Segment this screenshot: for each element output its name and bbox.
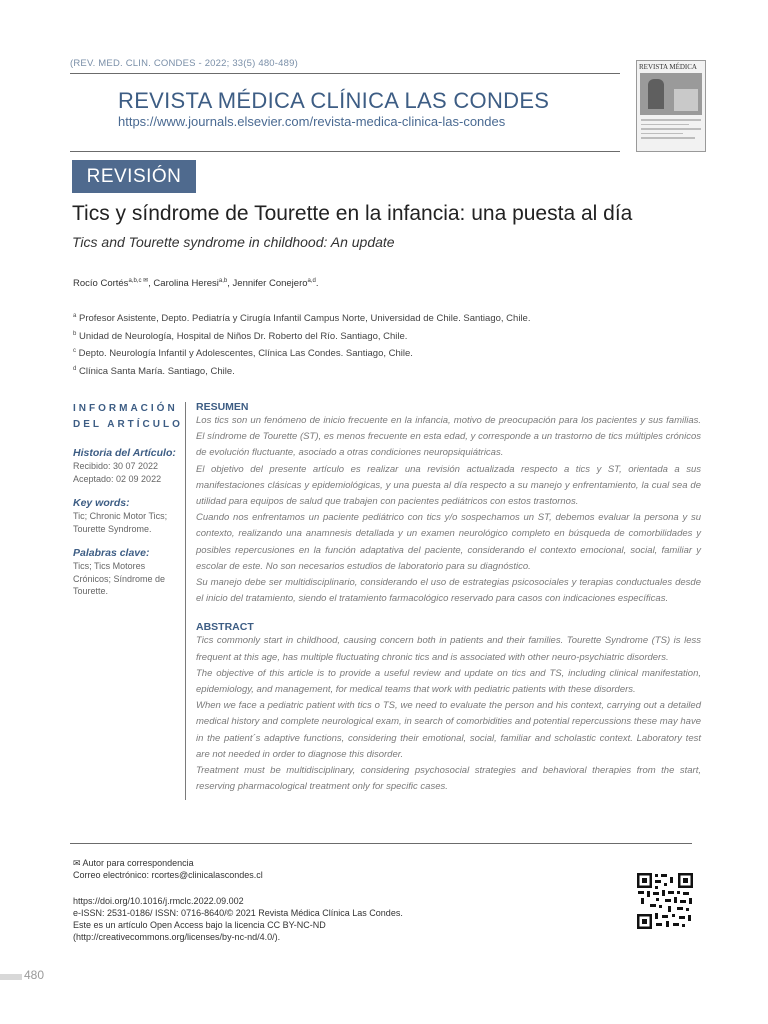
license-text: Este es un artículo Open Access bajo la licencia CC BY-NC-ND	[73, 920, 326, 930]
abstract-paragraph: Tics commonly start in childhood, causing concern both in patients and their families. Tourette Syndrome (TS) is less frequent at this age, has multiple fluctuating chronic tics and is associated with other neuro-psychiatric disorders.	[196, 635, 701, 663]
column-divider	[185, 402, 186, 800]
page-number: 480	[24, 968, 45, 982]
resumen-paragraph: Los tics son un fenómeno de inicio frecuente en la infancia, motivo de preocupación para los pacientes y sus familias. El síndrome de Tourette (ST), es menos frecuente en esta edad, y corresponde a un trastorno de tics múltiples crónicos de evolución fluctuante, asociado a otras condiciones neuropsiquiátricas.	[196, 415, 701, 459]
cover-photo	[640, 73, 702, 115]
correspondence-block	[73, 857, 263, 881]
resumen-paragraph: Cuando nos enfrentamos un paciente pediátrico con tics y/o sospechamos un ST, debemos evaluar la persona y su contexto, realizando una anamnesis detallada y un examen neurológico completo en búsqueda de comorbilidades y posibles repercusiones en la función adaptativa del paciente, considerando el contexto emocional, social, familiar y escolar de este. No son necesarios estudios de laboratorio para su diagnóstico.	[196, 512, 701, 572]
article-info-sidebar	[73, 401, 183, 598]
resumen-heading: RESUMEN	[196, 401, 249, 413]
article-title: Tics y síndrome de Tourette en la infancia: una puesta al día	[72, 202, 633, 225]
author-name: Jennifer Conejero	[232, 278, 308, 290]
license-link[interactable]: (http://creativecommons.org/licenses/by-nc-nd/4.0/).	[73, 932, 281, 942]
journal-cover-image	[636, 60, 706, 152]
header-rule-bottom	[70, 151, 620, 152]
issn-text: e-ISSN: 2531-0186/ ISSN: 0716-8640/© 2021 Revista Médica Clínica Las Condes.	[73, 908, 403, 918]
cover-title: REVISTA MÉDICA	[639, 63, 697, 71]
author-list: Rocío Cortés$^{a,b,c ✉}$, Carolina Heresi$^{a,b}$, Jennifer Conejero$^{a,d}$.	[73, 278, 319, 290]
author-affiliation-marks: a,b,c ✉	[128, 278, 149, 284]
abstract-paragraph: When we face a pediatric patient with tics o TS, we need to evaluate the person and his context, carrying out a detailed medical history and complete neurological exam, in search of comorbidities and potential repercussions these may have in the patient´s adaptive functions, considering their emotional, social, familiar and scholastic context. Laboratory test are not needed in order to diagnose this disorder.	[196, 700, 701, 760]
resumen-paragraph: Su manejo debe ser multidisciplinario, considerando el uso de estrategias psicosociales y terapias conductuales desde el inicio del tratamiento, siendo el tratamiento farmacológico reservado para casos con indicaciones específicas.	[196, 577, 701, 605]
journal-url-link[interactable]: https://www.journals.elsevier.com/revista-medica-clinica-las-condes	[118, 114, 506, 129]
page-number-bar	[0, 974, 22, 980]
palabras-clave: Tics; Tics Motores Crónicos; Síndrome de Tourette.	[73, 561, 166, 596]
article-title-english: Tics and Tourette syndrome in childhood: An update	[72, 234, 395, 250]
cover-text-lines	[641, 119, 701, 142]
abstract-heading: ABSTRACT	[196, 621, 254, 634]
author-affiliation-marks: a,d	[307, 278, 316, 284]
keywords-heading: Key words:	[73, 497, 130, 509]
correspondence-email: Correo electrónico: rcortes@clinicalascondes.cl	[73, 870, 263, 880]
author-affiliation-marks: a,b	[218, 278, 228, 284]
abstract-paragraph: The objective of this article is to provide a useful review and update on tics and TS, including clinical manifestation, epidemiology, and management, for medical teams that work with pediatric patients with these disorders.	[196, 667, 701, 696]
affiliation-item: $^c$ Depto. Neurología Infantil y Adolescentes, Clínica Las Condes. Santiago, Chile.	[73, 348, 413, 360]
section-badge: REVISIÓN	[72, 160, 196, 193]
abstract-paragraph: Treatment must be multidisciplinary, considering psychosocial strategies and behavioral therapies from the start, reserving pharmacological treatment only for specific cases.	[196, 765, 701, 793]
citation: (REV. MED. CLIN. CONDES - 2022; 33(5) 480-489)	[70, 58, 298, 69]
affiliation-item: $^d$ Clínica Santa María. Santiago, Chile.	[73, 365, 235, 378]
author-name: Carolina Heresi	[153, 278, 219, 290]
publication-info	[73, 895, 403, 943]
resumen-paragraph: El objetivo del presente artículo es realizar una revisión actualizada respecto a tics y ST, orientada a sus manifestaciones clásicas y epidemiológicas, y una puesta al día respecto a su manejo y enfrentamiento, la cual sea de utilidad para equipos de salud que trabajen con pacientes pediátricos con estos trastornos.	[196, 463, 701, 508]
qr-code	[636, 872, 694, 930]
abstract-column	[196, 401, 701, 795]
correspondence-label: ✉ Autor para correspondencia	[73, 858, 194, 868]
received-date: Recibido: 30 07 2022	[73, 461, 159, 471]
article-info-heading: INFORMACIÓN DEL ARTÍCULO	[73, 403, 183, 430]
history-heading: Historia del Artículo:	[73, 447, 176, 459]
affiliation-item: $^a$ Profesor Asistente, Depto. Pediatría y Cirugía Infantil Campus Norte, Universidad de Chile. Santiago, Chile.	[73, 313, 531, 325]
affiliations	[73, 309, 530, 380]
affiliation-item: $^b$ Unidad de Neurología, Hospital de Niños Dr. Roberto del Río. Santiago, Chile.	[73, 330, 408, 342]
journal-title: REVISTA MÉDICA CLÍNICA LAS CONDES	[118, 88, 550, 113]
palabras-clave-heading: Palabras clave:	[73, 547, 150, 559]
author-name: Rocío Cortés	[73, 278, 129, 290]
footer-rule	[70, 843, 692, 844]
header-rule	[70, 73, 620, 74]
keywords: Tic; Chronic Motor Tics; Tourette Syndrome.	[73, 511, 168, 534]
doi-link[interactable]: https://doi.org/10.1016/j.rmclc.2022.09.002	[73, 896, 244, 906]
accepted-date: Aceptado: 02 09 2022	[73, 473, 162, 484]
